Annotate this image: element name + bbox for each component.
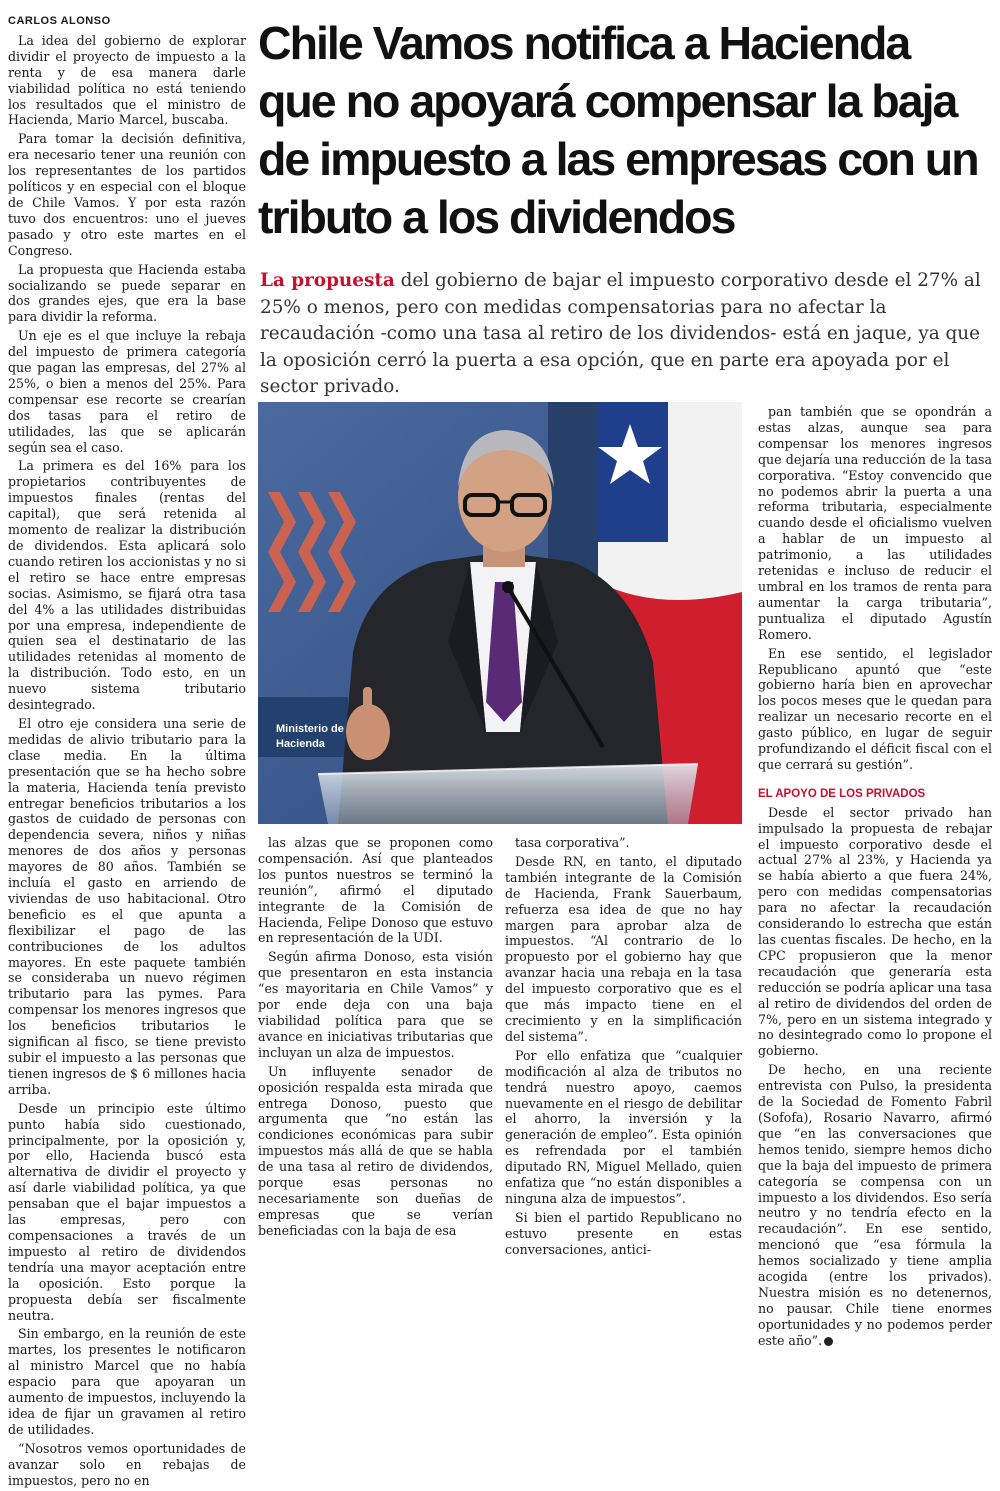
col4b-paragraph: De hecho, en una reciente entrevista con Pulso, la presidenta de la Sociedad de Fomento Fabril (Sofofa), Rosario Navarro, afirmó que “en las conversaciones que hemos tenido, siempre hemos dicho que la baja del impuesto de primera categoría se compensa con un impuesto a los dividendos. Eso sería neutro y no tendría efecto en la recaudación”. En ese sentido, mencionó que “esa fórmula la hemos socializado y tiene amplia acogida (entre los privados). Nuestra misión es no detenernos, no pausar. Chile tiene enormes oportunidades y no podemos perder este año”. bbox=[758, 1062, 992, 1348]
photo-illustration bbox=[258, 402, 742, 824]
byline: CARLOS ALONSO bbox=[8, 15, 111, 27]
end-of-article-icon bbox=[824, 1337, 833, 1346]
svg-text:Hacienda: Hacienda bbox=[276, 738, 325, 750]
col2-paragraph: las alzas que se proponen como compensación. Así que planteados los puntos nuestros se terminó la reunión”, afirmó el diputado integrante de la Comisión de Hacienda, Felipe Donoso que estuvo en representación de la UDI. bbox=[258, 835, 493, 946]
col3-paragraph: tasa corporativa”. bbox=[515, 835, 630, 850]
col3-paragraph: Desde RN, en tanto, el diputado también integrante de la Comisión de Hacienda, Frank Sauerbaum, refuerza esa idea de que no hay margen para aprobar alza de impuestos. “Al contrario de lo propuesto por el gobierno hay que avanzar hacia una rebaja en la tasa del impuesto corporativo que es el que más impacto tiene en el crecimiento y en la simplificación del sistema”. bbox=[505, 853, 742, 1044]
col4-paragraph: En ese sentido, el legislador Republicano apuntó que “este gobierno haría bien en aprovechar los pocos meses que le quedan para realizar un necesario recorte en el gasto público, en lugar de seguir profundizando el déficit fiscal con el que cerrará su gestión”. bbox=[758, 645, 992, 772]
col1-paragraph: Un eje es el que incluye la rebaja del impuesto de primera categoría que pagan las empresas, del 27% al 25%, o bien a menos del 25%. Para compensar ese recorte se crearían dos tasas para el retiro de utilidades, las que se aplicarán según sea el caso. bbox=[8, 328, 246, 455]
col1-paragraph: Sin embargo, en la reunión de este martes, los presentes le notificaron al ministro Marcel que no había espacio para que apoyaran un aumento de impuestos, incluyendo la idea de fijar un gravamen al retiro de utilidades. bbox=[8, 1326, 246, 1437]
col4-paragraphs bbox=[758, 404, 992, 773]
article-photo bbox=[258, 402, 742, 824]
col4-paragraph: pan también que se opondrán a estas alzas, aunque sea para compensar los menores ingresos que dejaría una reducción de la tasa corporativa. “Estoy convencido que no podemos abrir la puerta a una reforma tributaria, especialmente cuando desde el oficialismo vuelven a hablar de un impuesto al patrimonio, a las utilidades retenidas e incluso de reducir el umbral en los tramos de renta para aumentar la carga tributaria”, puntualiza el diputado Agustín Romero. bbox=[758, 404, 992, 642]
lede bbox=[260, 268, 990, 401]
col3-paragraph: Si bien el partido Republicano no estuvo presente en estas conversaciones, antici- bbox=[505, 1209, 742, 1257]
col2-paragraph: Un influyente senador de oposición respalda esta mirada que entrega Donoso, puesto que argumenta que “no están las condiciones económicas para subir impuestos más allá de que se habla de una tasa al retiro de dividendos, porque esas personas no necesariamente son dueñas de empresas que se verían beneficiadas con la baja de esa bbox=[258, 1063, 493, 1238]
col1-paragraph: La propuesta que Hacienda estaba socializando se puede separar en dos grandes ejes, que era la base para dividir la reforma. bbox=[8, 261, 246, 325]
section-subhead: EL APOYO DE LOS PRIVADOS bbox=[758, 787, 926, 800]
col3-paragraph: Por ello enfatiza que “cualquier modificación al alza de tributos no tendrá nuestro apoyo, caemos nuevamente en el riesgo de debilitar el ahorro, la inversión y la generación de empleo”. Esta opinión es refrendada por el también diputado RN, Miguel Mellado, quien enfatiza que “no están disponibles a ninguna alza de impuestos”. bbox=[505, 1047, 742, 1206]
col1-paragraph: “Nosotros vemos oportunidades de avanzar solo en rebajas de impuestos, pero no en bbox=[8, 1440, 246, 1488]
col3-paragraphs bbox=[505, 835, 742, 1258]
col1-paragraph: La idea del gobierno de explorar dividir el proyecto de impuesto a la renta y de esa manera darle viabilidad política no está teniendo los resultados que el ministro de Hacienda, Mario Marcel, buscaba. bbox=[8, 32, 246, 128]
article-column-2 bbox=[258, 835, 493, 1242]
col1-paragraphs bbox=[8, 33, 246, 1489]
article-column-3 bbox=[505, 835, 742, 1261]
col1-paragraph: El otro eje considera una serie de medidas de alivio tributario para la clase media. En la última presentación que se ha hecho sobre la materia, Hacienda tenía previsto entregar beneficios tributarios a los gastos de cuidado de personas con dependencia severa, niños y niñas menores de dos años y personas mayores de 80 años. También se incluía el gasto en arriendo de viviendas de uso habitacional. Otro beneficio es el que apunta a flexibilizar el pago de las contribuciones de los adultos mayores. En este paquete también se consideraba un nuevo régimen tributario para las pymes. Para compensar los menores ingresos que los beneficios tributarios le significan al fisco, se tiene previsto subir el impuesto a las personas que tienen ingresos de $ 6 millones hacia arriba. bbox=[8, 715, 246, 1097]
article-column-4 bbox=[758, 404, 992, 1352]
col1-paragraph: Para tomar la decisión definitiva, era necesario tener una reunión con los representantes de los partidos políticos y en especial con el bloque de Chile Vamos. Y por esta razón tuvo dos encuentros: uno el jueves pasado y otro este martes en el Congreso. bbox=[8, 131, 246, 258]
col2-paragraph: Según afirma Donoso, esta visión que presentaron en esta instancia “es mayoritaria en Chile Vamos” y por ende deja con una baja viabilidad política para que se avance en iniciativas tributarias que incluyan un alza de impuestos. bbox=[258, 949, 493, 1060]
lede-lead: La propuesta bbox=[260, 270, 395, 291]
col4b-paragraph: Desde el sector privado han impulsado la propuesta de rebajar el impuesto corporativo desde el actual 27% al 23%, y Hacienda ya se había abierto a que fuera 24%, pero con medidas compensatorias para no afectar la recaudación considerando lo estrecha que están las cuentas fiscales. De hecho, en la CPC propusieron que la menor recaudación que generaría esta reducción se podría aplicar una tasa al retiro de dividendos del orden de 7%, pero en un sistema integrado y no desintegrado como lo propone el gobierno. bbox=[758, 804, 992, 1059]
col2-paragraphs bbox=[258, 835, 493, 1239]
svg-text:Ministerio de: Ministerio de bbox=[276, 723, 344, 735]
article-column-1 bbox=[8, 14, 246, 1491]
col1-paragraph: Desde un principio este último punto había sido cuestionado, principalmente, por la oposición y, por ello, Hacienda buscó esta alternativa de dividir el proyecto y así darle viabilidad política, ya que pensaban que el bajar impuestos a las empresas, pero con compensaciones a través de un impuesto al retiro de dividendos tendría una mayor aceptación entre la oposición. Esto porque la propuesta debía ser fiscalmente neutra. bbox=[8, 1100, 246, 1323]
col4b-paragraphs bbox=[758, 805, 992, 1349]
lede-text: del gobierno de bajar el impuesto corporativo desde el 27% al 25% o menos, pero con medidas compensatorias para no afectar la recaudación -como una tasa al retiro de los dividendos- está en jaque, ya que la oposición cerró la puerta a esa opción, que en parte era apoyada por el sector privado. bbox=[260, 270, 981, 397]
headline: Chile Vamos notifica a Hacienda que no apoyará compensar la baja de impuesto a las empresas con un tributo a los dividendos bbox=[258, 17, 978, 243]
col1-paragraph: La primera es del 16% para los propietarios contribuyentes de impuestos finales (rentas del capital), que será retenida al momento de realizar la distribución de dividendos. Esta aplicará solo cuando retiren los accionistas y no si el retiro se hace entre empresas socias. Asimismo, se fijará otra tasa del 4% a las utilidades distribuidas por una empresa, independiente de quien sea el destinatario de las utilidades retenidas al momento de la distribución. Todo esto, en un nuevo sistema tributario desintegrado. bbox=[8, 458, 246, 713]
